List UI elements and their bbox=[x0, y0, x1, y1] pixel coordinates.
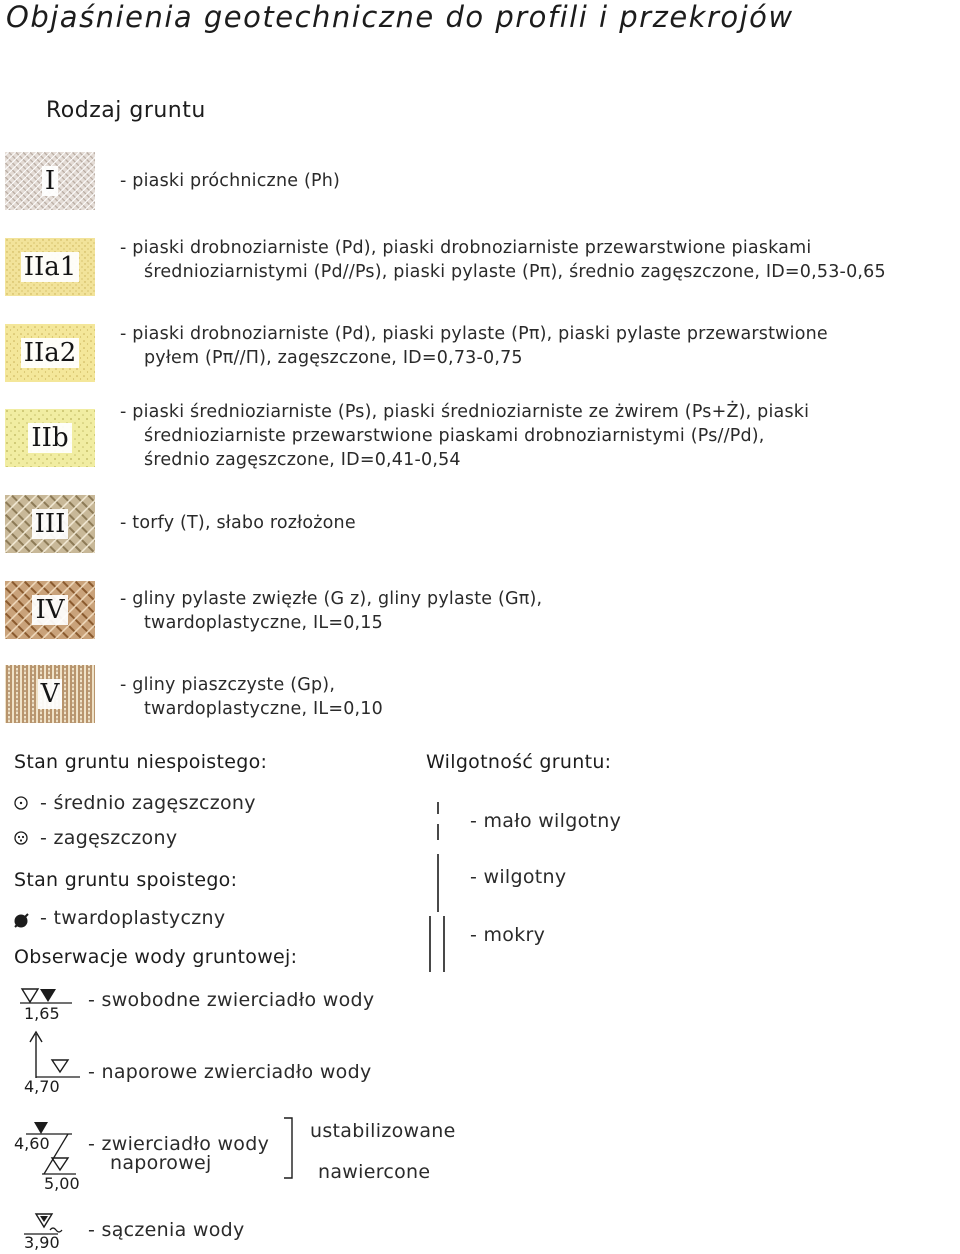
confined-water-depth-bottom: 5,00 bbox=[44, 1174, 80, 1193]
stiff-plastic-icon bbox=[12, 910, 32, 930]
swatch-IIb bbox=[5, 409, 95, 467]
soil-description-IIb: - piaski średnioziarniste (Ps), piaski średnioziarniste ze żwirem (Ps+Ż), piaski średnioziarniste przewarstwione piaskami drobnoziarnistymi (Ps//Pd), średnio zagęszczone, ID=0,41-0,54 bbox=[120, 402, 810, 470]
medium-dense-label: - średnio zagęszczony bbox=[40, 792, 256, 814]
wet-label: - mokry bbox=[470, 924, 546, 946]
cohesive-heading: Stan gruntu spoistego: bbox=[14, 869, 238, 891]
free-water-label: - swobodne zwierciadło wody bbox=[88, 989, 375, 1011]
soil-description-IV: - gliny pylaste zwięzłe (G z), gliny pylaste (Gπ), twardoplastyczne, IL=0,15 bbox=[120, 589, 543, 633]
water-heading: Obserwacje wody gruntowej: bbox=[14, 946, 298, 968]
medium-dense-icon bbox=[13, 795, 29, 811]
swatch-code: I bbox=[42, 166, 58, 196]
confined-water-depth-top: 4,60 bbox=[14, 1134, 50, 1153]
swatch-IV bbox=[5, 581, 95, 639]
slightly-moist-icon bbox=[428, 800, 448, 845]
non-cohesive-heading: Stan gruntu niespoistego: bbox=[14, 751, 268, 773]
stabilized-label: ustabilizowane bbox=[310, 1120, 456, 1142]
confined-water-label-line1: - zwierciadło wody bbox=[88, 1133, 270, 1155]
wet-icon bbox=[424, 914, 454, 974]
soil-type-heading: Rodzaj gruntu bbox=[46, 98, 206, 123]
artesian-water-icon bbox=[22, 1030, 82, 1080]
swatch-IIa1 bbox=[5, 238, 95, 296]
swatch-code: V bbox=[38, 679, 63, 709]
swatch-code: IV bbox=[32, 595, 67, 625]
soil-description-IIa1: - piaski drobnoziarniste (Pd), piaski drobnoziarniste przewarstwione piaskami średnioziarnistymi (Pd//Ps), piaski pylaste (Pπ), średnio zagęszczone, ID=0,53-0,65 bbox=[120, 238, 886, 282]
dense-label: - zagęszczony bbox=[40, 827, 178, 849]
swatch-III bbox=[5, 495, 95, 553]
moist-label: - wilgotny bbox=[470, 866, 567, 888]
slightly-moist-label: - mało wilgotny bbox=[470, 810, 622, 832]
seepage-label: - sączenia wody bbox=[88, 1219, 245, 1241]
stiff-plastic-label: - twardoplastyczny bbox=[40, 907, 226, 929]
soil-description-IIa2: - piaski drobnoziarniste (Pd), piaski pylaste (Pπ), piaski pylaste przewarstwione pyłem (Pπ//Π), zagęszczone, ID=0,73-0,75 bbox=[120, 324, 828, 368]
soil-description-V: - gliny piaszczyste (Gp), twardoplastyczne, IL=0,10 bbox=[120, 675, 383, 719]
free-water-table-icon bbox=[20, 986, 72, 1006]
swatch-V bbox=[5, 665, 95, 723]
seepage-depth: 3,90 bbox=[24, 1233, 60, 1252]
artesian-water-label: - naporowe zwierciadło wody bbox=[88, 1061, 372, 1083]
soil-description-I: - piaski próchniczne (Ph) bbox=[120, 171, 341, 191]
drilled-label: nawiercone bbox=[318, 1161, 431, 1183]
swatch-code: III bbox=[32, 509, 69, 539]
soil-description-III: - torfy (T), słabo rozłożone bbox=[120, 513, 356, 533]
swatch-I bbox=[5, 152, 95, 210]
swatch-code: IIb bbox=[28, 423, 71, 453]
free-water-depth: 1,65 bbox=[24, 1004, 60, 1023]
bracket-icon bbox=[282, 1116, 296, 1180]
swatch-code: IIa1 bbox=[21, 252, 80, 282]
swatch-code: IIa2 bbox=[21, 338, 80, 368]
confined-water-label-line2: naporowej bbox=[110, 1152, 212, 1174]
moist-icon bbox=[428, 852, 448, 914]
dense-icon bbox=[13, 830, 29, 846]
artesian-water-depth: 4,70 bbox=[24, 1077, 60, 1096]
page-title: Objaśnienia geotechniczne do profili i przekrojów bbox=[6, 0, 794, 34]
moisture-heading: Wilgotność gruntu: bbox=[426, 751, 612, 773]
swatch-IIa2 bbox=[5, 324, 95, 382]
